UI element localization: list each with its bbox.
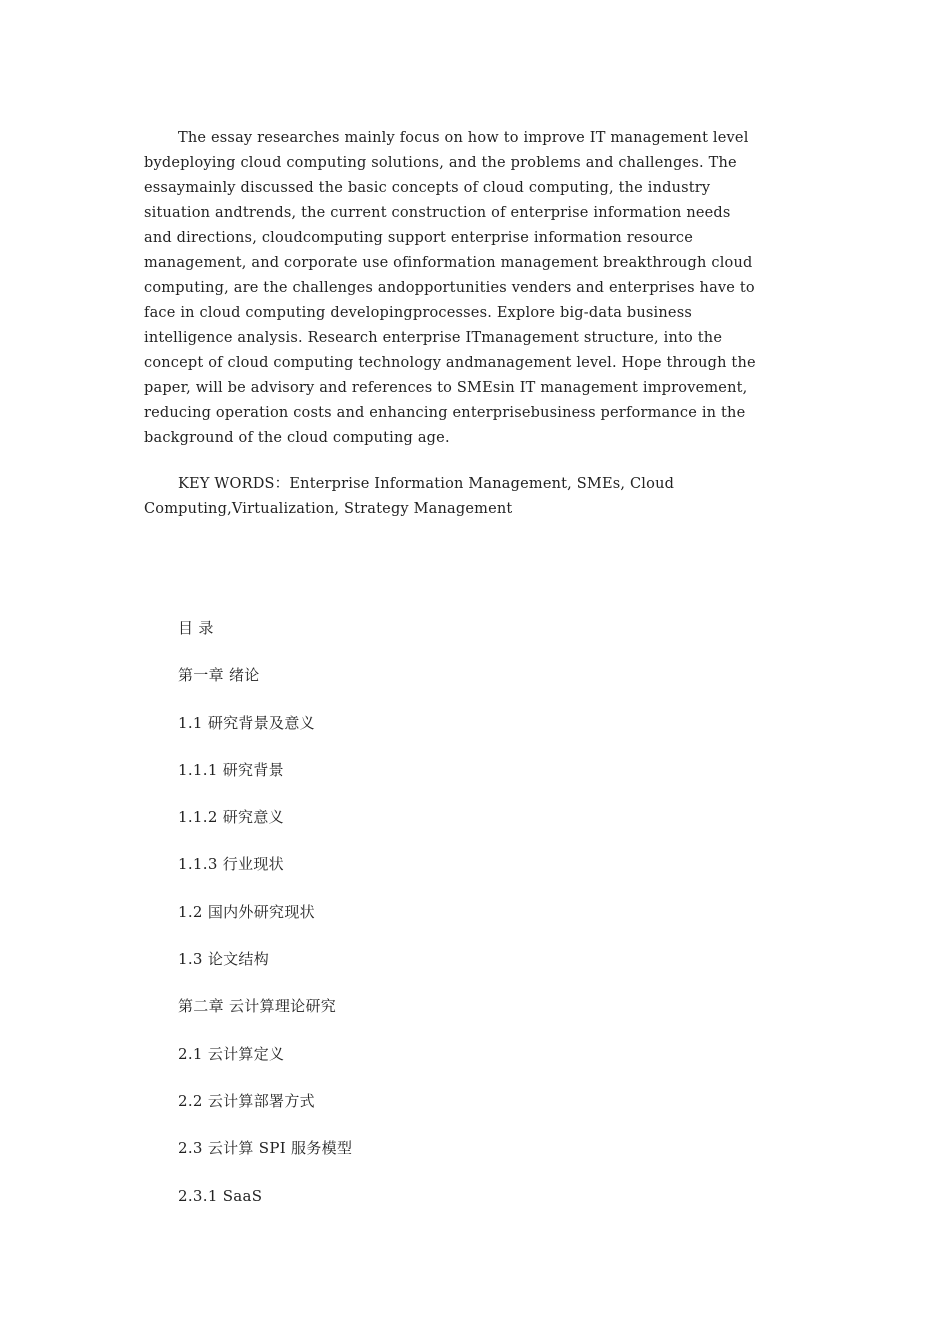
toc-entry: 1.2 国内外研究现状 [178, 902, 315, 921]
toc-entry: 2.3.1 SaaS [178, 1186, 263, 1205]
abstract-line: The essay researches mainly focus on how to improve IT management level [178, 130, 749, 146]
abstract-paragraph [144, 126, 808, 451]
keywords-paragraph [144, 472, 808, 522]
toc-entry: 1.1.2 研究意义 [178, 808, 284, 827]
toc-entry: 1.1 研究背景及意义 [178, 713, 315, 732]
abstract-line: paper, will be advisory and references to SMEsin IT management improvement, [144, 380, 748, 396]
toc-title: 目 录 [178, 619, 214, 637]
abstract-line: situation andtrends, the current construction of enterprise information needs [144, 205, 731, 221]
keywords-line: Computing,Virtualization, Strategy Management [144, 501, 513, 517]
abstract-line: intelligence analysis. Research enterprise ITmanagement structure, into the [144, 330, 723, 346]
toc-entry: 2.1 云计算定义 [178, 1044, 285, 1063]
toc-entry: 2.2 云计算部署方式 [178, 1091, 315, 1110]
abstract-line: concept of cloud computing technology andmanagement level. Hope through the [144, 355, 756, 371]
toc-entry: 2.3 云计算 SPI 服务模型 [178, 1139, 353, 1158]
abstract-line: reducing operation costs and enhancing enterprisebusiness performance in the [144, 405, 746, 421]
keywords-line: KEY WORDS：Enterprise Information Management, SMEs, Cloud [178, 476, 675, 492]
abstract-line: and directions, cloudcomputing support enterprise information resource [144, 230, 694, 246]
toc-entry: 1.3 论文结构 [178, 950, 270, 969]
abstract-line: face in cloud computing developingprocesses. Explore big-data business [144, 305, 692, 321]
toc-entry: 第一章 绪论 [178, 666, 260, 685]
table-of-contents [178, 616, 778, 1231]
abstract-line: essaymainly discussed the basic concepts of cloud computing, the industry [144, 180, 711, 196]
abstract-line: computing, are the challenges andopportunities venders and enterprises have to [144, 280, 755, 296]
abstract-line: background of the cloud computing age. [144, 430, 450, 446]
toc-entry: 1.1.3 行业现状 [178, 855, 284, 874]
toc-entry: 第二章 云计算理论研究 [178, 997, 337, 1016]
abstract-line: management, and corporate use ofinformation management breakthrough cloud [144, 255, 753, 271]
abstract-line: bydeploying cloud computing solutions, and the problems and challenges. The [144, 155, 737, 171]
toc-entry: 1.1.1 研究背景 [178, 760, 284, 779]
